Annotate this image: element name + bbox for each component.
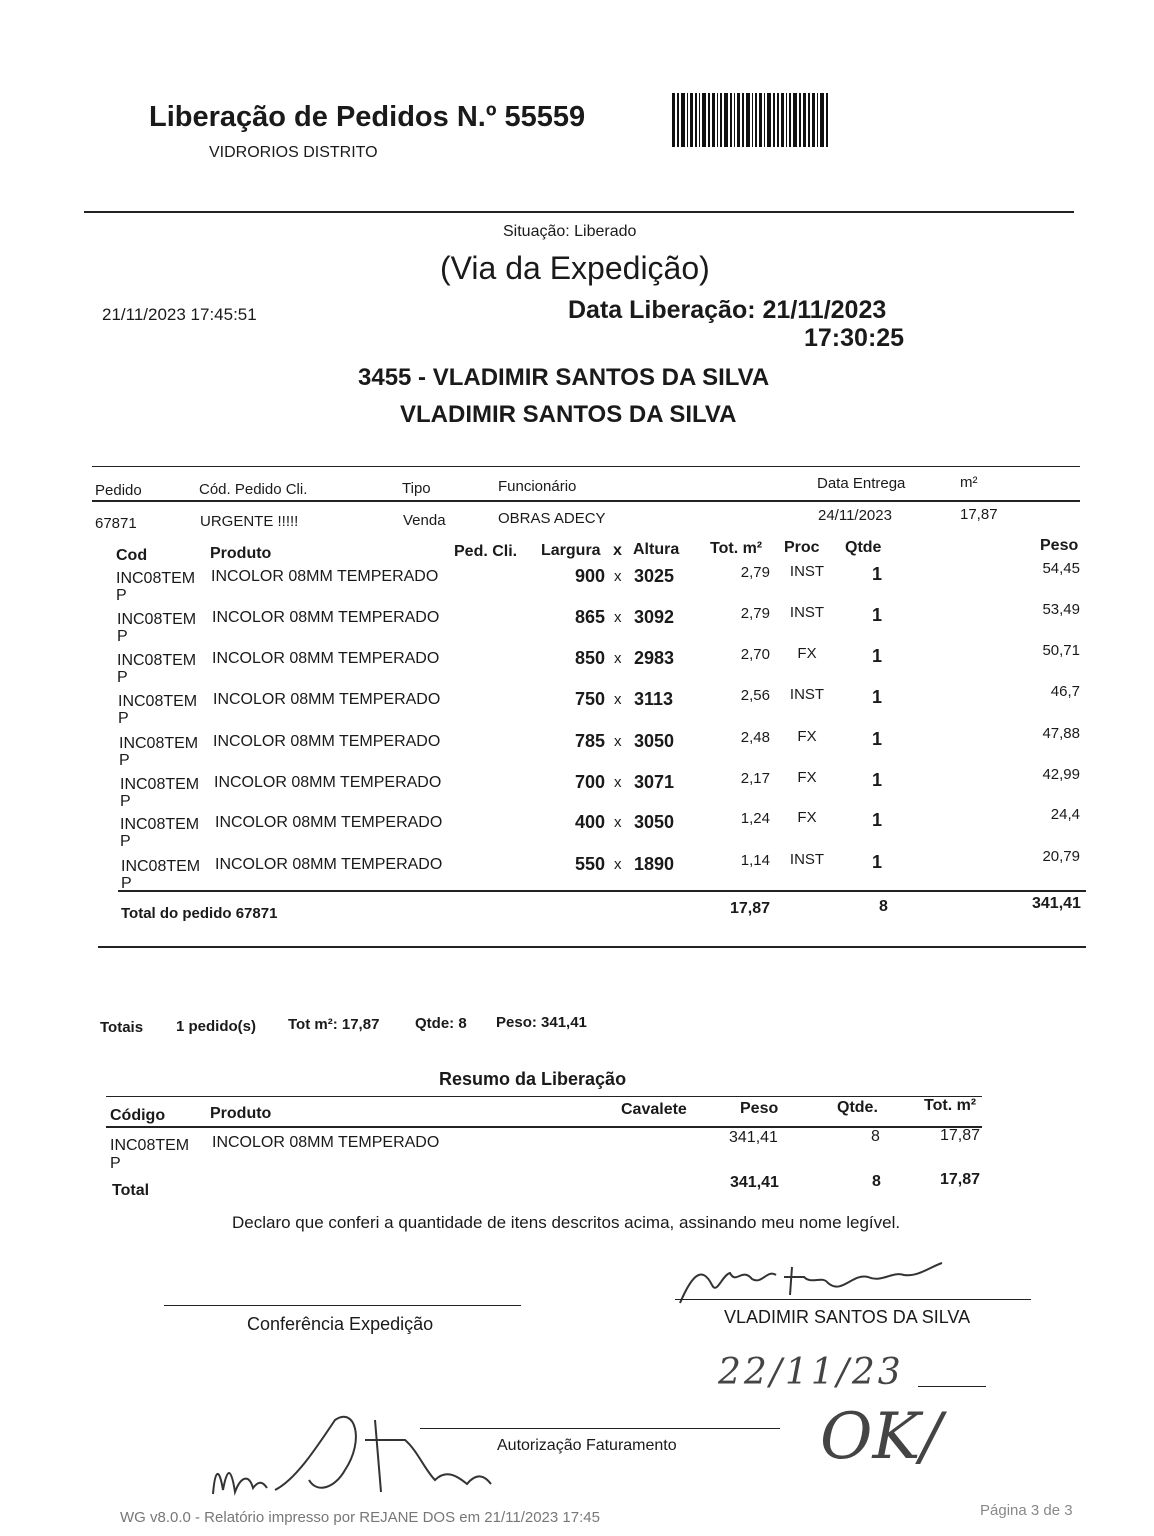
row-altura: 3050 <box>634 812 675 832</box>
client-sign-name: VLADIMIR SANTOS DA SILVA <box>724 1307 971 1327</box>
tipo-value: Venda <box>403 512 446 529</box>
row-tot-m2: 2,48 <box>740 729 770 746</box>
row-produto: INCOLOR 08MM TEMPERADO <box>211 568 439 585</box>
resumo-col-qtde: Qtde. <box>837 1099 878 1116</box>
row-produto: INCOLOR 08MM TEMPERADO <box>212 609 440 626</box>
row-proc: FX <box>797 769 817 786</box>
row-largura: 785 <box>574 731 605 751</box>
totals-label: Totais <box>100 1019 144 1036</box>
row-cod-line2: P <box>117 669 128 686</box>
row-qtde: 1 <box>872 646 883 666</box>
row-cod <box>118 693 197 727</box>
row-largura: 750 <box>574 689 605 709</box>
row-x: x <box>614 733 622 750</box>
via-label: (Via da Expedição) <box>440 250 710 286</box>
col-ped-cli: Ped. Cli. <box>454 543 518 560</box>
col-tipo-label: Tipo <box>402 480 431 497</box>
row-cod-line1: INC08TEM <box>116 570 196 587</box>
row-largura: 700 <box>574 772 605 792</box>
row-produto: INCOLOR 08MM TEMPERADO <box>213 691 441 708</box>
row-cod-line2: P <box>118 710 129 727</box>
row-peso: 24,4 <box>1050 806 1080 823</box>
resumo-total-tot-m2: 17,87 <box>940 1171 981 1188</box>
row-qtde: 1 <box>872 605 883 625</box>
resumo-row-cod <box>110 1137 189 1173</box>
row-produto: INCOLOR 08MM TEMPERADO <box>215 814 443 831</box>
row-produto: INCOLOR 08MM TEMPERADO <box>215 856 443 873</box>
resumo-total-peso: 341,41 <box>730 1174 779 1191</box>
row-cod <box>116 570 195 604</box>
row-cod-line2: P <box>116 587 127 604</box>
resumo-total-label: Total <box>112 1182 150 1199</box>
row-tot-m2: 2,79 <box>740 564 770 581</box>
order-total-label: Total do pedido 67871 <box>121 905 278 922</box>
resumo-row-qtde: 8 <box>871 1128 880 1145</box>
row-peso: 20,79 <box>1042 848 1080 865</box>
resumo-col-codigo: Código <box>110 1107 166 1124</box>
barcode <box>672 93 848 147</box>
row-cod-line1: INC08TEM <box>118 693 198 710</box>
col-produto: Produto <box>210 545 272 562</box>
col-altura: Altura <box>633 541 680 558</box>
row-cod <box>120 816 199 850</box>
row-x: x <box>614 774 622 791</box>
resumo-top-line <box>106 1096 982 1097</box>
row-x: x <box>614 650 622 667</box>
row-produto: INCOLOR 08MM TEMPERADO <box>212 650 440 667</box>
data-entrega-value: 24/11/2023 <box>818 507 892 524</box>
row-proc: FX <box>797 809 817 826</box>
resumo-row-tot-m2: 17,87 <box>940 1127 981 1144</box>
row-proc: FX <box>797 728 817 745</box>
row-cod <box>117 652 196 686</box>
row-cod <box>117 611 196 645</box>
row-largura: 400 <box>574 812 605 832</box>
row-largura: 850 <box>574 648 605 668</box>
items-total-line <box>118 890 1086 892</box>
release-date: Data Liberação: 21/11/2023 <box>568 296 887 324</box>
row-cod <box>120 776 199 810</box>
resumo-row-produto: INCOLOR 08MM TEMPERADO <box>212 1134 440 1151</box>
declaration-text: Declaro que conferi a quantidade de itens descritos acima, assinando meu nome legível. <box>232 1213 901 1232</box>
totals-pedidos: 1 pedido(s) <box>176 1018 257 1035</box>
row-qtde: 1 <box>872 729 883 749</box>
row-altura: 3113 <box>634 689 674 709</box>
date-line <box>918 1386 986 1387</box>
row-cod-line1: INC08TEM <box>117 611 197 628</box>
row-altura: 3071 <box>634 772 675 792</box>
row-cod-line2: P <box>117 628 128 645</box>
row-proc: INST <box>789 851 825 868</box>
row-qtde: 1 <box>872 770 883 790</box>
row-cod-line1: INC08TEM <box>119 735 199 752</box>
client-name: VLADIMIR SANTOS DA SILVA <box>400 401 737 428</box>
row-peso: 50,71 <box>1042 642 1080 659</box>
resumo-col-peso: Peso <box>740 1100 779 1117</box>
totals-qtde: Qtde: 8 <box>415 1015 467 1032</box>
resumo-col-cavalete: Cavalete <box>621 1101 687 1118</box>
row-largura: 900 <box>574 566 605 586</box>
row-cod-line2: P <box>121 875 132 892</box>
totals-peso: Peso: 341,41 <box>496 1014 587 1031</box>
row-x: x <box>614 691 622 708</box>
handwritten-date: 22/11/23 <box>718 1352 904 1393</box>
row-qtde: 1 <box>872 852 883 872</box>
col-cod: Cod <box>116 547 148 564</box>
print-datetime: 21/11/2023 17:45:51 <box>102 305 257 324</box>
autorizacao-label: Autorização Faturamento <box>497 1437 677 1454</box>
row-peso: 53,49 <box>1042 601 1080 618</box>
resumo-col-produto: Produto <box>210 1105 272 1122</box>
resumo-title: Resumo da Liberação <box>439 1069 627 1089</box>
m2-value: 17,87 <box>960 506 998 523</box>
order-total-peso: 341,41 <box>1032 895 1081 912</box>
row-tot-m2: 2,17 <box>740 770 770 787</box>
row-altura: 3025 <box>634 566 675 586</box>
row-tot-m2: 2,70 <box>740 646 770 663</box>
document-title: Liberação de Pedidos N.º 55559 <box>149 101 586 133</box>
row-cod-line1: INC08TEM <box>121 858 201 875</box>
situation-label: Situação: Liberado <box>503 223 637 240</box>
order-total-qtde: 8 <box>879 898 888 915</box>
row-cod-line1: INC08TEM <box>117 652 197 669</box>
handwritten-ok: OK/ <box>820 1400 942 1474</box>
row-proc: INST <box>789 563 825 580</box>
col-peso: Peso <box>1040 537 1079 554</box>
col-largura: Largura <box>541 542 601 559</box>
row-proc: FX <box>797 645 817 662</box>
row-peso: 46,7 <box>1050 683 1080 700</box>
footer-printed-by: WG v8.0.0 - Relatório impresso por REJANE DOS em 21/11/2023 17:45 <box>120 1509 600 1526</box>
resumo-row-cod-line1: INC08TEM <box>110 1137 190 1154</box>
header-divider <box>84 211 1074 213</box>
order-table-top-line <box>92 466 1080 467</box>
row-tot-m2: 2,79 <box>740 605 770 622</box>
resumo-row-peso: 341,41 <box>729 1129 778 1146</box>
col-proc: Proc <box>784 539 820 556</box>
row-altura: 2983 <box>634 648 675 668</box>
col-cod-pedido-cli-label: Cód. Pedido Cli. <box>199 481 308 498</box>
col-qtde: Qtde <box>845 539 882 556</box>
pedido-value: 67871 <box>95 515 137 532</box>
row-cod <box>119 735 198 769</box>
release-time: 17:30:25 <box>804 324 905 352</box>
totals-m2: Tot m²: 17,87 <box>288 1016 380 1033</box>
col-m2-label: m² <box>960 474 978 491</box>
col-data-entrega-label: Data Entrega <box>817 475 906 492</box>
row-produto: INCOLOR 08MM TEMPERADO <box>214 774 442 791</box>
row-cod <box>121 858 200 892</box>
resumo-row-cod-line2: P <box>110 1155 121 1172</box>
conferencia-sign-line <box>164 1305 521 1306</box>
row-qtde: 1 <box>872 687 883 707</box>
row-peso: 42,99 <box>1042 766 1080 783</box>
row-altura: 3092 <box>634 607 675 627</box>
row-x: x <box>614 568 622 585</box>
row-cod-line1: INC08TEM <box>120 776 200 793</box>
row-qtde: 1 <box>872 564 883 584</box>
row-largura: 550 <box>574 854 605 874</box>
col-funcionario-label: Funcionário <box>498 478 577 495</box>
funcionario-value: OBRAS ADECY <box>498 510 606 527</box>
row-cod-line1: INC08TEM <box>120 816 200 833</box>
row-proc: INST <box>789 604 825 621</box>
resumo-total-qtde: 8 <box>872 1173 881 1190</box>
resumo-header-line <box>106 1126 982 1128</box>
company-name: VIDRORIOS DISTRITO <box>209 144 378 161</box>
row-altura: 3050 <box>634 731 675 751</box>
order-table-header-line <box>92 500 1080 502</box>
client-signature <box>672 1255 952 1310</box>
order-total-m2: 17,87 <box>730 900 771 917</box>
row-peso: 54,45 <box>1042 560 1080 577</box>
row-cod-line2: P <box>120 833 131 850</box>
row-tot-m2: 1,24 <box>740 810 770 827</box>
row-tot-m2: 2,56 <box>740 687 770 704</box>
client-sign-line <box>675 1299 1031 1300</box>
row-cod-line2: P <box>119 752 130 769</box>
conferencia-label: Conferência Expedição <box>247 1314 434 1334</box>
resumo-col-tot-m2: Tot. m² <box>924 1097 977 1114</box>
row-produto: INCOLOR 08MM TEMPERADO <box>213 733 441 750</box>
row-altura: 1890 <box>634 854 675 874</box>
col-pedido-label: Pedido <box>95 482 142 499</box>
footer-page: Página 3 de 3 <box>980 1502 1073 1519</box>
cod-pedido-cli-value: URGENTE !!!!! <box>200 513 299 530</box>
row-tot-m2: 1,14 <box>740 852 770 869</box>
row-proc: INST <box>789 686 825 703</box>
row-x: x <box>614 609 622 626</box>
authorizer-signature <box>205 1410 495 1500</box>
row-cod-line2: P <box>120 793 131 810</box>
row-peso: 47,88 <box>1042 725 1080 742</box>
client-code-name: 3455 - VLADIMIR SANTOS DA SILVA <box>358 364 770 391</box>
col-tot-m2: Tot. m² <box>710 540 763 557</box>
col-x: x <box>613 542 622 559</box>
row-qtde: 1 <box>872 810 883 830</box>
row-x: x <box>614 856 622 873</box>
row-x: x <box>614 814 622 831</box>
items-bottom-line <box>98 946 1086 948</box>
row-largura: 865 <box>574 607 605 627</box>
